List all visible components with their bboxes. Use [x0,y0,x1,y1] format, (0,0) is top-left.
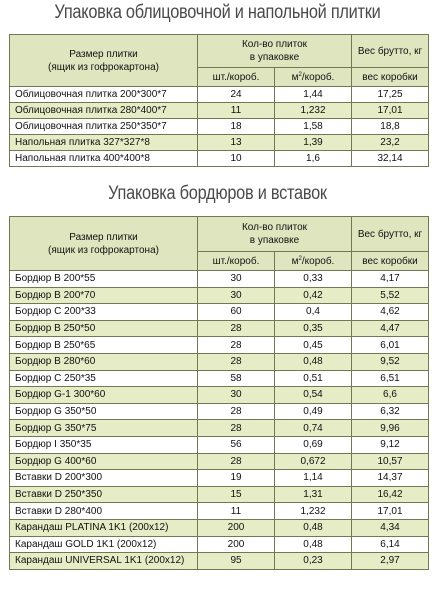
pcs-cell: 56 [198,436,275,453]
m2-cell: 0,49 [275,403,352,420]
table-row [10,87,429,103]
header-m2-per-box: $м^2$/короб. [275,68,352,87]
weight-cell: 4,17 [352,271,429,288]
pcs-cell: 13 [198,135,275,151]
header-box-weight: вес коробки [352,252,429,271]
weight-cell: 32,14 [352,151,429,167]
pcs-cell: 24 [198,87,275,103]
header-tile-qty [198,217,352,252]
table-row [10,320,429,337]
pcs-cell: 18 [198,119,275,135]
pcs-cell: 28 [198,453,275,470]
table-row [10,135,429,151]
tile-size-cell: Вставки D 200*300 [10,470,198,487]
weight-cell: 6,14 [352,536,429,553]
tile-size-cell: Бордюр B 250*50 [10,320,198,337]
tile-size-cell: Бордюр G 400*60 [10,453,198,470]
weight-cell: 14,37 [352,470,429,487]
table-row [10,119,429,135]
tiles-packaging-table [9,34,429,167]
tile-size-cell: Карандаш GOLD 1K1 (200x12) [10,536,198,553]
tile-size-cell: Напольная плитка 400*400*8 [10,151,198,167]
header-gross-weight: Вес брутто, кг [352,217,429,252]
tile-size-cell: Бордюр B 200*70 [10,287,198,304]
m2-cell: 0,51 [275,370,352,387]
m2-cell: 1,31 [275,486,352,503]
header-gross-weight: Вес брутто, кг [352,35,429,68]
pcs-cell: 28 [198,320,275,337]
weight-cell: 4,62 [352,304,429,321]
header-tile-size-line1: Размер плитки [69,48,138,60]
m2-cell: 1,39 [275,135,352,151]
m2-cell: 0,45 [275,337,352,354]
pcs-cell: 19 [198,470,275,487]
tile-size-cell: Карандаш UNIVERSAL 1K1 (200x12) [10,553,198,570]
borders-packaging-title: Упаковка бордюров и вставок [108,183,327,204]
tiles-packaging-title: Упаковка облицовочной и напольной плитки [54,2,381,23]
pcs-cell: 30 [198,271,275,288]
tile-size-cell: Вставки D 250*350 [10,486,198,503]
m2-cell: 0,54 [275,387,352,404]
m2-cell: 0,33 [275,271,352,288]
tile-size-cell: Облицовочная плитка 250*350*7 [10,119,198,135]
weight-cell: 9,96 [352,420,429,437]
table-row [10,353,429,370]
header-tile-qty-line2: в упаковке [249,52,300,63]
table-row [10,370,429,387]
m2-cell: 1,232 [275,503,352,520]
pcs-cell: 200 [198,519,275,536]
weight-cell: 10,57 [352,453,429,470]
pcs-cell: 15 [198,486,275,503]
table-row [10,420,429,437]
pcs-cell: 30 [198,287,275,304]
pcs-cell: 30 [198,387,275,404]
header-tile-size-line2: (ящик из гофрокартона) [48,61,159,73]
table-row [10,103,429,119]
header-tile-size [10,35,198,87]
weight-cell: 4,34 [352,519,429,536]
weight-cell: 6,01 [352,337,429,354]
m2-cell: 1,232 [275,103,352,119]
tile-size-cell: Вставки D 280*400 [10,503,198,520]
m2-cell: 0,672 [275,453,352,470]
table-row [10,486,429,503]
table-row [10,553,429,570]
weight-cell: 9,12 [352,436,429,453]
pcs-cell: 28 [198,420,275,437]
table-row [10,503,429,520]
m2-cell: 0,4 [275,304,352,321]
weight-cell: 17,01 [352,503,429,520]
tile-size-cell: Карандаш PLATINA 1K1 (200x12) [10,519,198,536]
tile-size-cell: Бордюр I 350*35 [10,436,198,453]
table-row [10,453,429,470]
header-tile-qty-line1: Кол-во плиток [241,39,308,50]
table-row [10,470,429,487]
weight-cell: 5,52 [352,287,429,304]
pcs-cell: 28 [198,403,275,420]
pcs-cell: 60 [198,304,275,321]
m2-cell: 0,42 [275,287,352,304]
m2-cell: 1,58 [275,119,352,135]
tile-size-cell: Облицовочная плитка 200*300*7 [10,87,198,103]
pcs-cell: 95 [198,553,275,570]
table-row [10,151,429,167]
m2-cell: 0,48 [275,353,352,370]
tile-size-cell: Бордюр G-1 300*60 [10,387,198,404]
pcs-cell: 28 [198,337,275,354]
weight-cell: 17,25 [352,87,429,103]
tile-size-cell: Бордюр B 200*55 [10,271,198,288]
table-row [10,287,429,304]
tile-size-cell: Напольная плитка 327*327*8 [10,135,198,151]
weight-cell: 23,2 [352,135,429,151]
tile-size-cell: Бордюр G 350*50 [10,403,198,420]
header-tile-size [10,217,198,271]
weight-cell: 2,97 [352,553,429,570]
m2-cell: 0,69 [275,436,352,453]
weight-cell: 17,01 [352,103,429,119]
m2-cell: 1,44 [275,87,352,103]
header-pcs-per-box: шт./короб. [198,68,275,87]
table-row [10,519,429,536]
pcs-cell: 28 [198,353,275,370]
header-box-weight: вес коробки [352,68,429,87]
weight-cell: 9,52 [352,353,429,370]
tile-size-cell: Бордюр G 350*75 [10,420,198,437]
m2-cell: 0,74 [275,420,352,437]
m2-cell: 0,35 [275,320,352,337]
header-pcs-per-box: шт./короб. [198,252,275,271]
weight-cell: 4,47 [352,320,429,337]
table-row [10,337,429,354]
weight-cell: 6,32 [352,403,429,420]
pcs-cell: 11 [198,503,275,520]
m2-cell: 0,48 [275,536,352,553]
tile-size-cell: Облицовочная плитка 280*400*7 [10,103,198,119]
header-tile-size-line1: Размер плитки [69,231,138,243]
borders-packaging-table [9,216,429,570]
tile-size-cell: Бордюр B 250*65 [10,337,198,354]
header-tile-qty-line1: Кол-во плиток [241,222,308,233]
pcs-cell: 11 [198,103,275,119]
table-row [10,403,429,420]
m2-cell: 0,23 [275,553,352,570]
table-row [10,536,429,553]
m2-cell: 1,14 [275,470,352,487]
weight-cell: 16,42 [352,486,429,503]
header-m2-per-box: $м^2$/короб. [275,252,352,271]
table-row [10,387,429,404]
pcs-cell: 10 [198,151,275,167]
tile-size-cell: Бордюр B 280*60 [10,353,198,370]
m2-cell: 0,48 [275,519,352,536]
pcs-cell: 200 [198,536,275,553]
header-tile-qty-line2: в упаковке [249,235,300,246]
m2-cell: 1,6 [275,151,352,167]
tile-size-cell: Бордюр C 200*33 [10,304,198,321]
header-tile-size-line2: (ящик из гофрокартона) [48,244,159,256]
table-row [10,304,429,321]
weight-cell: 18,8 [352,119,429,135]
weight-cell: 6,51 [352,370,429,387]
tile-size-cell: Бордюр C 250*35 [10,370,198,387]
table-row [10,436,429,453]
pcs-cell: 58 [198,370,275,387]
header-tile-qty [198,35,352,68]
table-row [10,271,429,288]
weight-cell: 6,6 [352,387,429,404]
